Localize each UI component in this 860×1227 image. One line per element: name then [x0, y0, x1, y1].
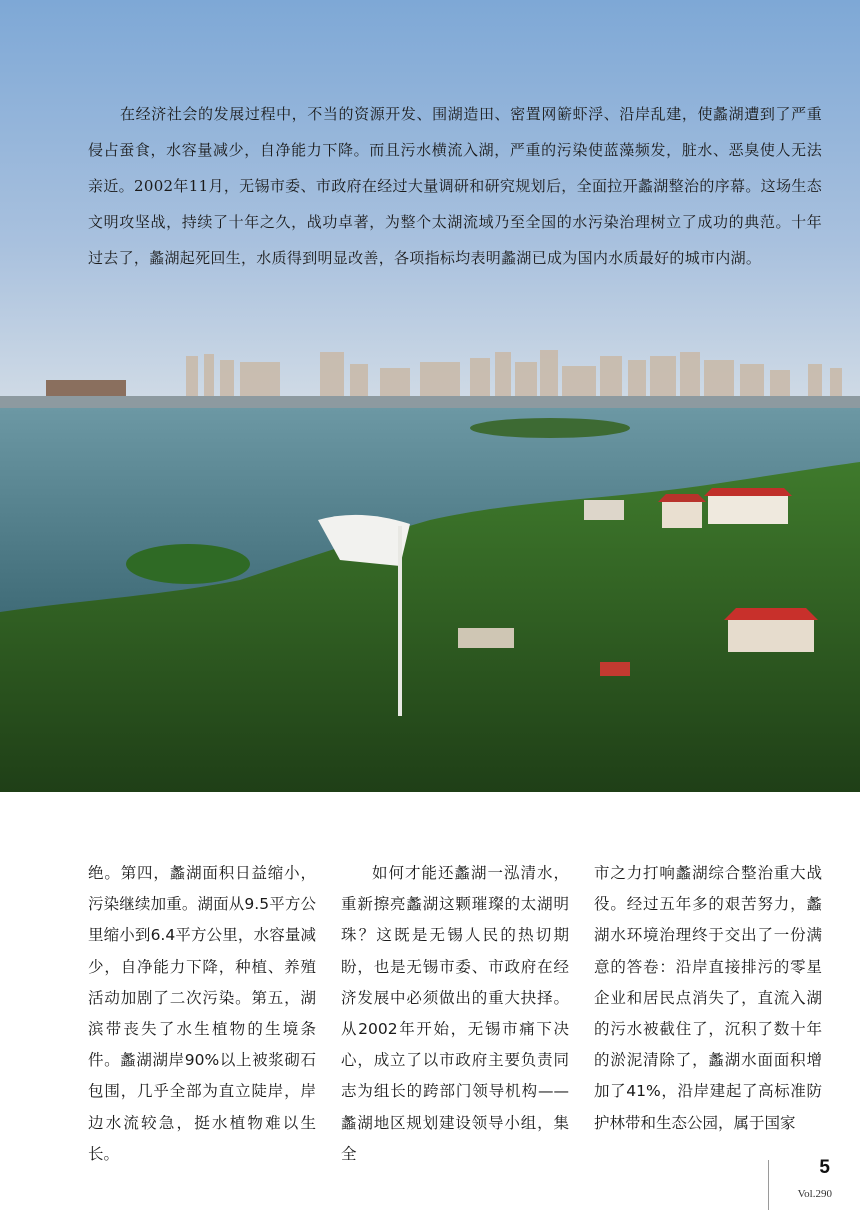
article-columns: [88, 858, 822, 1163]
intro-paragraph: 在经济社会的发展过程中，不当的资源开发、围湖造田、密置网簖虾浮、沿岸乱建，使蠡湖遭到了严重侵占蚕食，水容量减少，自净能力下降。而且污水横流入湖，严重的污染使蓝藻频发，脏水、恶臭使人无法亲近。2002年11月，无锡市委、市政府在经过大量调研和研究规划后，全面拉开蠡湖整治的序幕。这场生态文明攻坚战，持续了十年之久，战功卓著，为整个太湖流域乃至全国的水污染治理树立了成功的典范。十年过去了，蠡湖起死回生，水质得到明显改善，各项指标均表明蠡湖已成为国内水质最好的城市内湖。: [88, 105, 822, 267]
volume-label: Vol.290: [797, 1188, 832, 1200]
column-1: 绝。第四，蠡湖面积日益缩小，污染继续加重。湖面从9.5平方公里缩小到6.4平方公里，水容量减少，自净能力下降，种植、养殖活动加剧了二次污染。第五，湖滨带丧失了水生植物的生境条件。蠡湖湖岸90%以上被浆砌石包围，几乎全部为直立陡岸，岸边水流较急，挺水植物难以生长。: [88, 864, 316, 1163]
island-distant: [470, 418, 630, 438]
islet-near: [126, 544, 250, 584]
light-pole: [398, 526, 402, 716]
page-number: 5: [819, 1157, 830, 1178]
column-3: 市之力打响蠡湖综合整治重大战役。经过五年多的艰苦努力，蠡湖水环境治理终于交出了一份满意的答卷：沿岸直接排污的零星企业和居民点消失了，直流入湖的污水被截住了，沉积了数十年的淤泥清除了，蠡湖水面面积增加了41%，沿岸建起了高标准防护林带和生态公园，属于国家: [594, 864, 822, 1132]
footer-divider: [768, 1160, 769, 1210]
column-2: 如何才能还蠡湖一泓清水，重新擦亮蠡湖这颗璀璨的太湖明珠？这既是无锡人民的热切期盼，也是无锡市委、市政府在经济发展中必须做出的重大抉择。从2002年开始，无锡市痛下决心，成立了以市政府主要负责同志为组长的跨部门领导机构——蠡湖地区规划建设领导小组，集全: [341, 864, 569, 1163]
